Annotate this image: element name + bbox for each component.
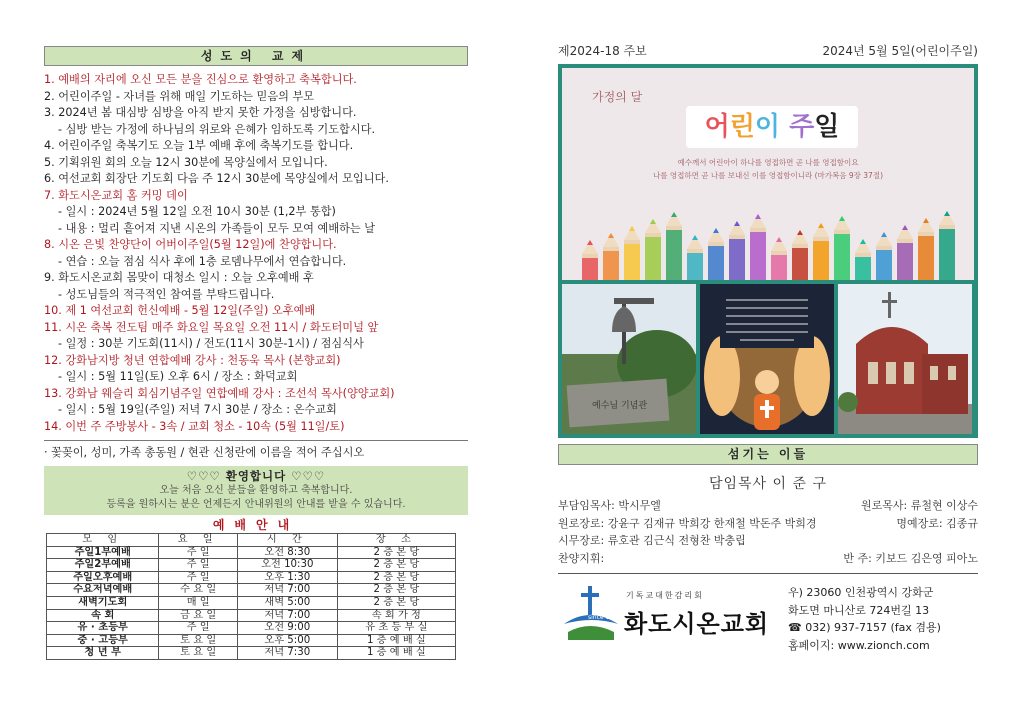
staff-entry: 시무장로: 류호관 김근식 전형찬 박충립 bbox=[558, 534, 746, 547]
issue-date: 2024년 5월 5일(어린이주일) bbox=[822, 44, 978, 58]
poster-month: 가정의 달 bbox=[592, 90, 643, 104]
table-cell: 저녁 7:00 bbox=[237, 584, 337, 597]
illustration-hands-image bbox=[700, 284, 834, 434]
staff-entry: 명예장로: 김종규 bbox=[896, 516, 978, 530]
staff-entry: 원로장로: 강윤구 김재규 박희강 한재철 박돈주 박희경 bbox=[558, 516, 817, 530]
worship-table bbox=[46, 533, 456, 660]
news-item: 12. 강화남지방 청년 연합예배 강사 : 천동욱 목사 (본향교회) bbox=[44, 353, 341, 367]
table-row bbox=[47, 622, 456, 635]
news-sub-item: - 내용 : 멀리 흩어져 지낸 시온의 가족들이 모두 모여 예배하는 날 bbox=[58, 221, 376, 235]
staff-row bbox=[558, 515, 978, 533]
table-cell: 주 일 bbox=[159, 559, 237, 572]
table-cell: 주 일 bbox=[159, 546, 237, 559]
table-cell: 2 층 본 당 bbox=[337, 596, 455, 609]
table-cell: 주 일 bbox=[159, 571, 237, 584]
table-cell: 1 층 예 배 실 bbox=[337, 647, 455, 660]
left-column bbox=[44, 46, 468, 660]
divider bbox=[558, 573, 978, 574]
bell-monument-photo bbox=[562, 284, 696, 434]
photo-frame bbox=[558, 64, 978, 438]
church-info bbox=[558, 584, 978, 654]
news-item: 8. 시온 은빛 찬양단이 어버이주일(5월 12일)에 찬양합니다. bbox=[44, 238, 337, 251]
staff-entry: 부담임목사: 박시무엘 bbox=[558, 499, 661, 512]
news-item: 6. 여선교회 회장단 기도회 다음 주 12시 30분에 목양실에서 모입니다. bbox=[44, 172, 389, 185]
phone-line: ☎ 032) 937-7157 (fax 겸용) bbox=[788, 621, 941, 634]
photo-row bbox=[562, 284, 974, 434]
table-row bbox=[47, 559, 456, 572]
bulletin-header bbox=[558, 38, 978, 64]
table-cell: 저녁 7:30 bbox=[237, 647, 337, 660]
staff-entry: 원로목사: 류철현 이상수 bbox=[861, 499, 978, 512]
col-header: 장 소 bbox=[337, 534, 455, 547]
worship-title: 예배안내 bbox=[212, 518, 300, 532]
table-cell: 2 층 본 당 bbox=[337, 559, 455, 572]
news-sub-item: - 일정 : 30분 기도회(11시) / 전도(11시 30분-1시) / 점심식사 bbox=[58, 337, 364, 350]
issue-number: 제2024-18 주보 bbox=[558, 44, 647, 58]
table-cell: 중 · 고등부 bbox=[47, 634, 159, 647]
right-column bbox=[558, 38, 978, 654]
news-sub-item: - 일시 : 5월 11일(토) 오후 6시 / 장소 : 화덕교회 bbox=[58, 370, 298, 383]
news-item: 1. 예배의 자리에 오신 모든 분을 진심으로 환영하고 축복합니다. bbox=[44, 73, 357, 86]
table-cell: 오전 9:00 bbox=[237, 622, 337, 635]
welcome-box bbox=[44, 466, 468, 515]
col-header: 모 임 bbox=[47, 534, 159, 547]
table-cell: 유 초 등 부 실 bbox=[337, 622, 455, 635]
staff-entry: 반 주: 키보드 김은영 피아노 bbox=[843, 551, 978, 565]
church-building-photo bbox=[838, 284, 972, 434]
table-cell: 2 층 본 당 bbox=[337, 584, 455, 597]
servants-title: 섬기는 이들 bbox=[558, 444, 978, 465]
news-sub-item: - 심방 받는 가정에 하나님의 위로와 은혜가 임하도록 기도합시다. bbox=[58, 122, 376, 136]
news-list bbox=[44, 72, 468, 435]
col-header: 요 일 bbox=[159, 534, 237, 547]
news-item: 5. 기획위원 회의 오늘 12시 30분에 목양실에서 모입니다. bbox=[44, 155, 328, 169]
table-cell: 2 층 본 당 bbox=[337, 546, 455, 559]
table-cell: 오후 5:00 bbox=[237, 634, 337, 647]
table-row bbox=[47, 634, 456, 647]
flower-notice: · 꽃꽂이, 성미, 가족 총동원 / 현관 신청란에 이름을 적어 주십시오 bbox=[44, 446, 365, 459]
table-row bbox=[47, 546, 456, 559]
table-cell: 2 층 본 당 bbox=[337, 571, 455, 584]
news-sub-item: - 일시 : 5월 19일(주일) 저녁 7시 30분 / 장소 : 온수교회 bbox=[58, 403, 337, 416]
table-cell: 오전 10:30 bbox=[237, 559, 337, 572]
poster-title: 어린이 주일 bbox=[686, 106, 858, 148]
news-item: 13. 강화남 웨슬리 회심기념주일 연합예배 강사 : 조선석 목사(양양교회) bbox=[44, 386, 395, 400]
church-since: since 1905 bbox=[588, 614, 621, 621]
poster-verse-1: 예수께서 어린아이 하나를 영접하면 곧 나를 영접함이요 bbox=[677, 158, 859, 167]
welcome-line-1: 오늘 처음 오신 분들을 환영하고 축복합니다. bbox=[159, 485, 353, 496]
staff-list bbox=[558, 497, 978, 567]
welcome-line-2: 등록을 원하시는 분은 언제든지 안내위원의 안내를 받을 수 있습니다. bbox=[106, 499, 406, 510]
news-item: 10. 제 1 여선교회 헌신예배 - 5월 12일(주일) 오후예배 bbox=[44, 304, 316, 317]
news-title: 성도의 교제 bbox=[44, 46, 468, 66]
table-cell: 새벽기도회 bbox=[47, 596, 159, 609]
staff-row bbox=[558, 550, 978, 568]
news-sub-item: - 연습 : 오늘 점심 식사 후에 1층 로뎀나무에서 연습합니다. bbox=[58, 254, 347, 268]
table-cell: 수 요 일 bbox=[159, 584, 237, 597]
table-cell: 토 요 일 bbox=[159, 634, 237, 647]
table-cell: 오후 1:30 bbox=[237, 571, 337, 584]
church-logo bbox=[558, 584, 788, 646]
news-sub-item: - 일시 : 2024년 5월 12일 오전 10시 30분 (1,2부 통합) bbox=[58, 205, 336, 218]
table-cell: 주일1부예배 bbox=[47, 546, 159, 559]
table-cell: 금 요 일 bbox=[159, 609, 237, 622]
table-cell: 1 층 예 배 실 bbox=[337, 634, 455, 647]
news-item: 4. 어린이주일 축복기도 오늘 1부 예배 후에 축복기도를 합니다. bbox=[44, 139, 354, 152]
table-row bbox=[47, 596, 456, 609]
news-sub-item: - 성도님들의 적극적인 참여를 부탁드립니다. bbox=[58, 287, 275, 301]
senior-pastor: 담임목사 이 준 구 bbox=[708, 476, 828, 492]
childrens-day-poster bbox=[562, 68, 974, 280]
table-cell: 오전 8:30 bbox=[237, 546, 337, 559]
svg-text:예수님 기념관: 예수님 기념관 bbox=[592, 401, 648, 411]
table-cell: 주 일 bbox=[159, 622, 237, 635]
table-row bbox=[47, 571, 456, 584]
table-cell: 새벽 5:00 bbox=[237, 596, 337, 609]
table-row bbox=[47, 584, 456, 597]
welcome-title: ♡♡♡ 환영합니다 ♡♡♡ bbox=[186, 469, 326, 483]
church-name: 화도시온교회 bbox=[624, 610, 770, 638]
news-item: 7. 화도시온교회 홈 커밍 데이 bbox=[44, 188, 188, 202]
table-row bbox=[47, 609, 456, 622]
divider bbox=[44, 440, 468, 441]
news-item: 2. 어린이주일 - 자녀를 위해 매일 기도하는 믿음의 부모 bbox=[44, 89, 315, 103]
table-cell: 토 요 일 bbox=[159, 647, 237, 660]
table-cell: 속 회 가 정 bbox=[337, 609, 455, 622]
homepage-link[interactable]: 홈페이지: www.zionch.com bbox=[788, 638, 930, 652]
news-item: 3. 2024년 봄 대심방 심방을 아직 받지 못한 가정을 심방합니다. bbox=[44, 106, 357, 119]
news-item: 9. 화도시온교회 몸맞이 대청소 일시 : 오늘 오후예배 후 bbox=[44, 271, 314, 284]
table-cell: 매 일 bbox=[159, 596, 237, 609]
colored-pencils-image bbox=[562, 198, 974, 280]
denomination: 기독교대한감리회 bbox=[626, 591, 704, 600]
staff-row bbox=[558, 497, 978, 515]
address-line-2: 화도면 마니산로 724번길 13 bbox=[788, 603, 930, 617]
table-cell: 청 년 부 bbox=[47, 647, 159, 660]
news-item: 14. 이번 주 주방봉사 - 3속 / 교회 청소 - 10속 (5월 11일/토) bbox=[44, 419, 345, 433]
table-cell: 저녁 7:00 bbox=[237, 609, 337, 622]
table-cell: 수요저녁예배 bbox=[47, 584, 159, 597]
col-header: 시 간 bbox=[237, 534, 337, 547]
church-address bbox=[788, 584, 941, 654]
table-cell: 주일2부예배 bbox=[47, 559, 159, 572]
staff-entry: 찬양지휘: bbox=[558, 551, 605, 565]
table-cell: 유 · 초등부 bbox=[47, 622, 159, 635]
address-line-1: 우) 23060 인천광역시 강화군 bbox=[788, 586, 934, 599]
staff-row bbox=[558, 532, 978, 550]
worship-header-row bbox=[47, 534, 456, 547]
table-cell: 주일오후예배 bbox=[47, 571, 159, 584]
table-cell: 속 회 bbox=[47, 609, 159, 622]
table-row bbox=[47, 647, 456, 660]
poster-verse-2: 나를 영접하면 곧 나를 보내신 이를 영접함이니라 (마가복음 9장 37절) bbox=[653, 171, 883, 180]
news-item: 11. 시온 축복 전도팀 매주 화요일 목요일 오전 11시 / 화도터미널 앞 bbox=[44, 320, 379, 334]
